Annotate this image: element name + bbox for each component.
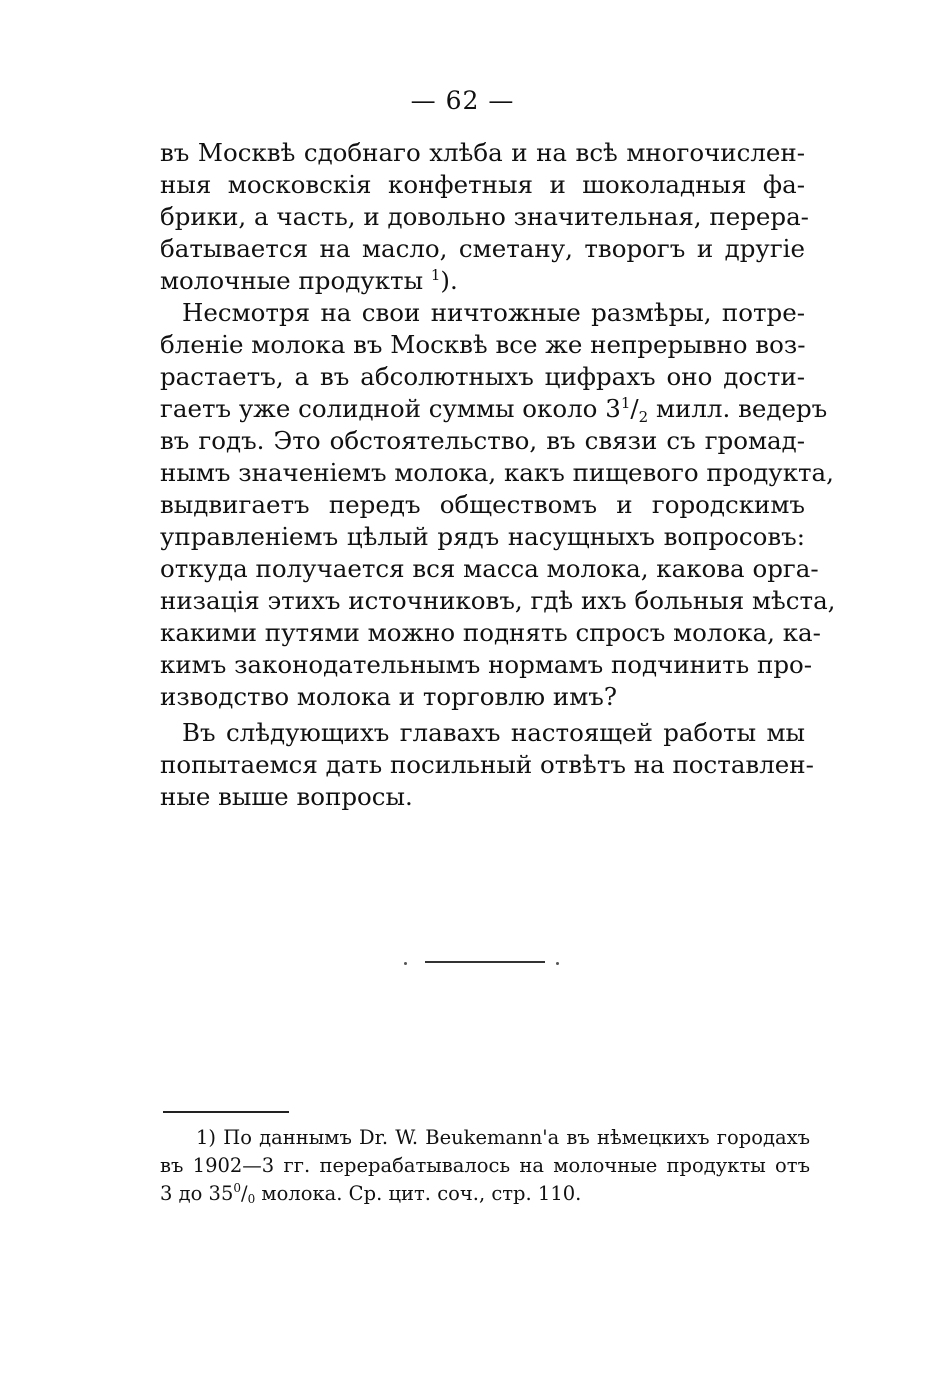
section-end-ornament — [425, 961, 545, 963]
text-line: Въ слѣдующихъ главахъ настоящей работы мы — [182, 718, 805, 747]
text-line: управленіемъ цѣлый рядъ насущныхъ вопросовъ: — [160, 522, 805, 551]
text-line: ные выше вопросы. — [160, 782, 413, 811]
percent-sup: 0 — [233, 1181, 242, 1195]
text-line: откуда получается вся масса молока, какова орга- — [160, 554, 819, 583]
text-line — [160, 393, 828, 426]
footnote-line: въ 1902—3 гг. перерабатывалось на молочные продукты отъ — [160, 1154, 810, 1177]
text-line: въ годъ. Это обстоятельство, въ связи съ громад- — [160, 426, 805, 455]
footnote-reference: 1 — [430, 266, 441, 284]
footnote-separator — [163, 1111, 289, 1113]
text-line: кимъ законодательнымъ нормамъ подчинить про- — [160, 650, 813, 679]
text-line: батывается на масло, сметану, творогъ и другіе — [160, 234, 805, 263]
quantity-denominator: 2 — [638, 408, 649, 426]
text-line: выдвигаетъ передъ обществомъ и городскимъ — [160, 490, 805, 519]
text-line: какими путями можно поднять спросъ молока, ка- — [160, 618, 821, 647]
quantity: $3^1/_2$ милл. ведеръ — [605, 394, 828, 426]
footnote-line: 3 до $35^0/_0$ молока. Ср. цит. соч., стр. 110. — [160, 1181, 582, 1206]
footnote-text: По даннымъ Dr. W. Beukemann'a въ нѣмецкихъ городахъ — [223, 1126, 810, 1149]
text-line-content: гаетъ уже солидной суммы около — [160, 394, 598, 423]
text-line: растаетъ, а въ абсолютныхъ цифрахъ оно дости- — [160, 362, 805, 391]
footnote-marker: 1) — [196, 1126, 217, 1149]
text-line: Несмотря на свои ничтожные размѣры, потре- — [182, 298, 805, 327]
ornament-dot — [556, 962, 559, 965]
text-line-content: молочные продукты — [160, 266, 424, 295]
footnote-text: молока. Ср. цит. соч., стр. 110. — [255, 1182, 582, 1205]
footnote-reference-close: ). — [440, 266, 458, 295]
quantity-whole: 3 — [605, 394, 621, 423]
text-line: ныя московскія конфетныя и шоколадныя фа- — [160, 170, 805, 199]
text-line: изводство молока и торговлю имъ? — [160, 682, 618, 711]
text-line: брики, а часть, и довольно значительная, перера- — [160, 202, 809, 231]
footnote-line — [160, 1124, 810, 1152]
ornament-dot — [404, 962, 407, 965]
text-line: бленіе молока въ Москвѣ все же непрерывно воз- — [160, 330, 806, 359]
footnote-text: 3 до 35 — [160, 1182, 234, 1205]
percent-sub: 0 — [247, 1192, 256, 1206]
text-line — [160, 265, 805, 297]
text-line: въ Москвѣ сдобнаго хлѣба и на всѣ многочислен- — [160, 138, 805, 167]
page-number: — 62 — — [410, 86, 515, 115]
quantity-numerator: 1 — [620, 394, 631, 412]
text-line: попытаемся дать посильный отвѣтъ на поставлен- — [160, 750, 814, 779]
text-line: низація этихъ источниковъ, гдѣ ихъ больныя мѣста, — [160, 586, 836, 615]
text-line: нымъ значеніемъ молока, какъ пищевого продукта, — [160, 458, 834, 487]
quantity-unit: милл. ведеръ — [648, 394, 828, 423]
